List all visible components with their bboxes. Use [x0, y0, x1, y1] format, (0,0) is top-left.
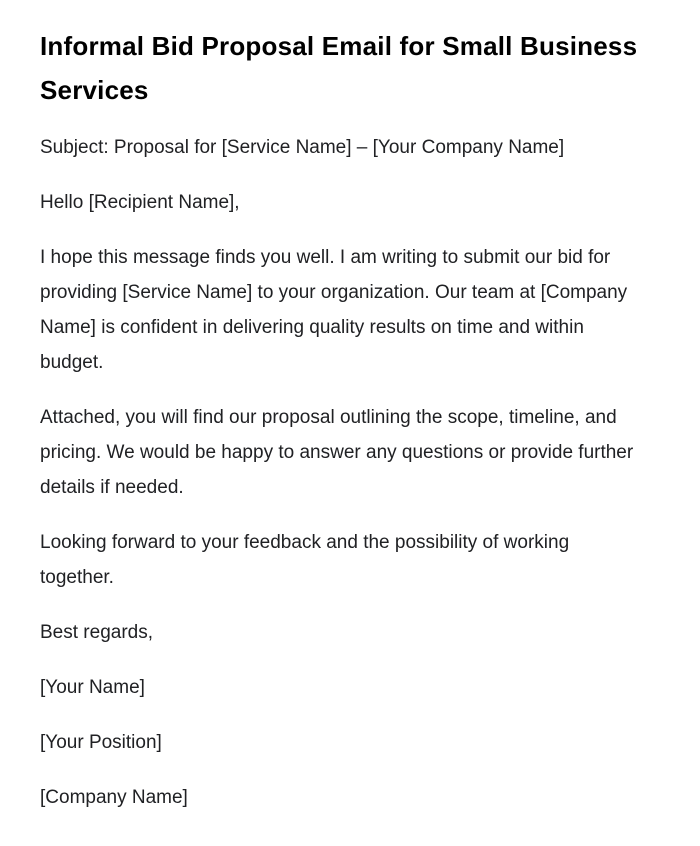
body-paragraph-intro: I hope this message finds you well. I am writing to submit our bid for providing [Service Name] to your organization. Our team at [Company Name] is confident in delivering quality results on time and within budget. — [40, 247, 628, 373]
page-title: Informal Bid Proposal Email for Small Business Services — [40, 31, 638, 105]
signature-position: [Your Position] — [40, 732, 162, 753]
body-paragraph-attachment: Attached, you will find our proposal outlining the scope, timeline, and pricing. We would be happy to answer any questions or provide further details if needed. — [40, 407, 634, 498]
signoff-line: Best regards, — [40, 622, 153, 643]
greeting-line: Hello [Recipient Name], — [40, 192, 240, 213]
body-paragraph-closing: Looking forward to your feedback and the possibility of working together. — [40, 532, 570, 588]
signature-name: [Your Name] — [40, 677, 145, 698]
signature-company: [Company Name] — [40, 787, 188, 808]
subject-line: Subject: Proposal for [Service Name] – [Your Company Name] — [40, 137, 565, 158]
